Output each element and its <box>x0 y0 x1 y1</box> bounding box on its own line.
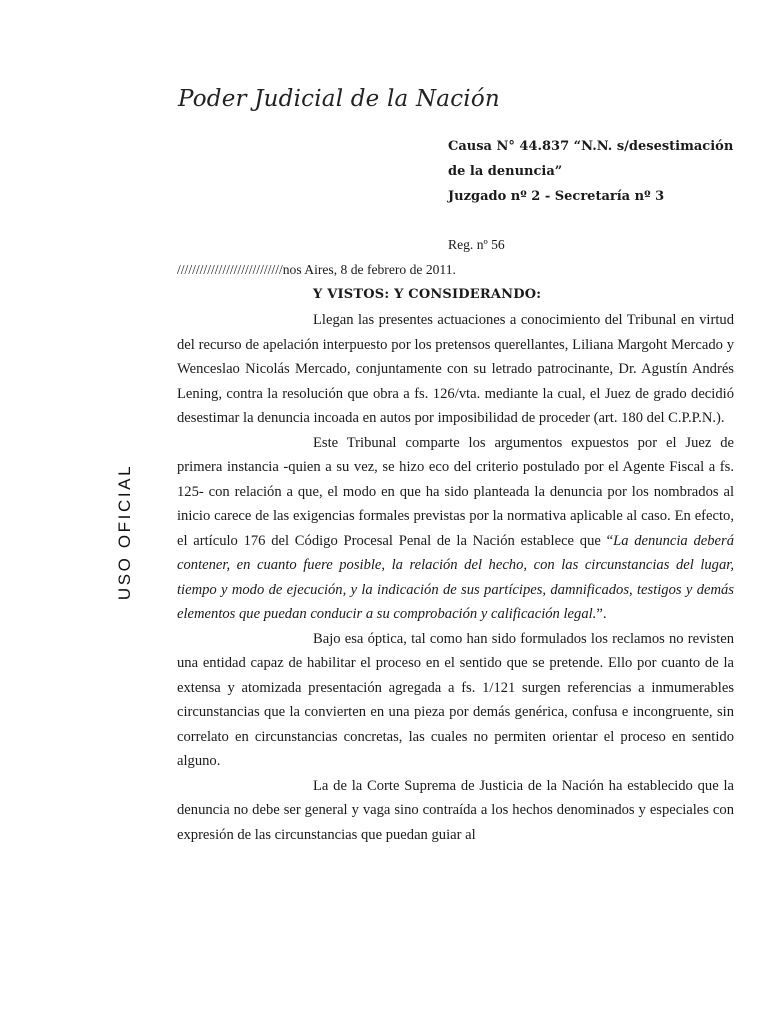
case-caption <box>448 134 748 209</box>
paragraph-2 <box>177 431 734 627</box>
registry-number: Reg. nº 56 <box>448 237 505 252</box>
court-header: Poder Judicial de la Nación <box>178 86 500 112</box>
paragraph-3: Bajo esa óptica, tal como han sido formulados los reclamos no revisten una entidad capaz de habilitar el proceso en el sentido que se pretende. Ello por cuanto de la extensa y atomizada presentación agregada a fs. 1/121 surgen referencias a inmumerables circunstancias que la convierten en una pieza por demás genérica, confusa e incongruente, sin correlato en circunstancias concretas, las cuales no permiten orientar el proceso en sentido alguno. <box>177 630 734 769</box>
document-body <box>177 308 734 847</box>
case-number-line: Causa N° 44.837 “N.N. s/desestimación <box>448 139 734 154</box>
court-secretary-line: Juzgado nº 2 - Secretaría nº 3 <box>448 189 665 204</box>
quote-close: ”. <box>596 606 607 622</box>
paragraph-2-text: Este Tribunal comparte los argumentos expuestos por el Juez de primera instancia -quien a su vez, se hizo eco del criterio postulado por el Agente Fiscal a fs. 125- con relación a que, el modo en que ha sido planteada la denuncia por los nombrados al inicio carece de las exigencias formales previstas por la normativa aplicable al caso. En efecto, el artículo 176 del Código Procesal Penal de la Nación establece que “ <box>177 434 734 549</box>
section-heading: Y VISTOS: Y CONSIDERANDO: <box>313 287 542 302</box>
case-title-line: de la denuncia” <box>448 164 563 179</box>
paragraph-4: La de la Corte Suprema de Justicia de la Nación ha establecido que la denuncia no debe ser general y vaga sino contraída a los hechos denominados y especiales con expresión de las circunstancias que puedan guiar al <box>177 777 734 843</box>
legal-quote: La denuncia deberá contener, en cuanto fuere posible, la relación del hecho, con las circunstancias del lugar, tiempo y modo de ejecución, y la indicación de sus partícipes, damnificados, testigos y demás elementos que puedan conducir a su comprobación y calificación legal. <box>177 532 734 622</box>
date-line: ////////////////////////////nos Aires, 8 de febrero de 2011. <box>177 262 456 277</box>
paragraph-1: Llegan las presentes actuaciones a conocimiento del Tribunal en virtud del recurso de apelación interpuesto por los pretensos querellantes, Liliana Margoht Mercado y Wenceslao Nicolás Mercado, conjuntamente con su letrado patrocinante, Dr. Agustín Andrés Lening, contra la resolución que obra a fs. 126/vta. mediante la cual, el Juez de grado decidió desestimar la denuncia incoada en autos por imposibilidad de proceder (art. 180 del C.P.P.N.). <box>177 312 734 426</box>
official-use-stamp: USO OFICIAL <box>115 463 134 601</box>
